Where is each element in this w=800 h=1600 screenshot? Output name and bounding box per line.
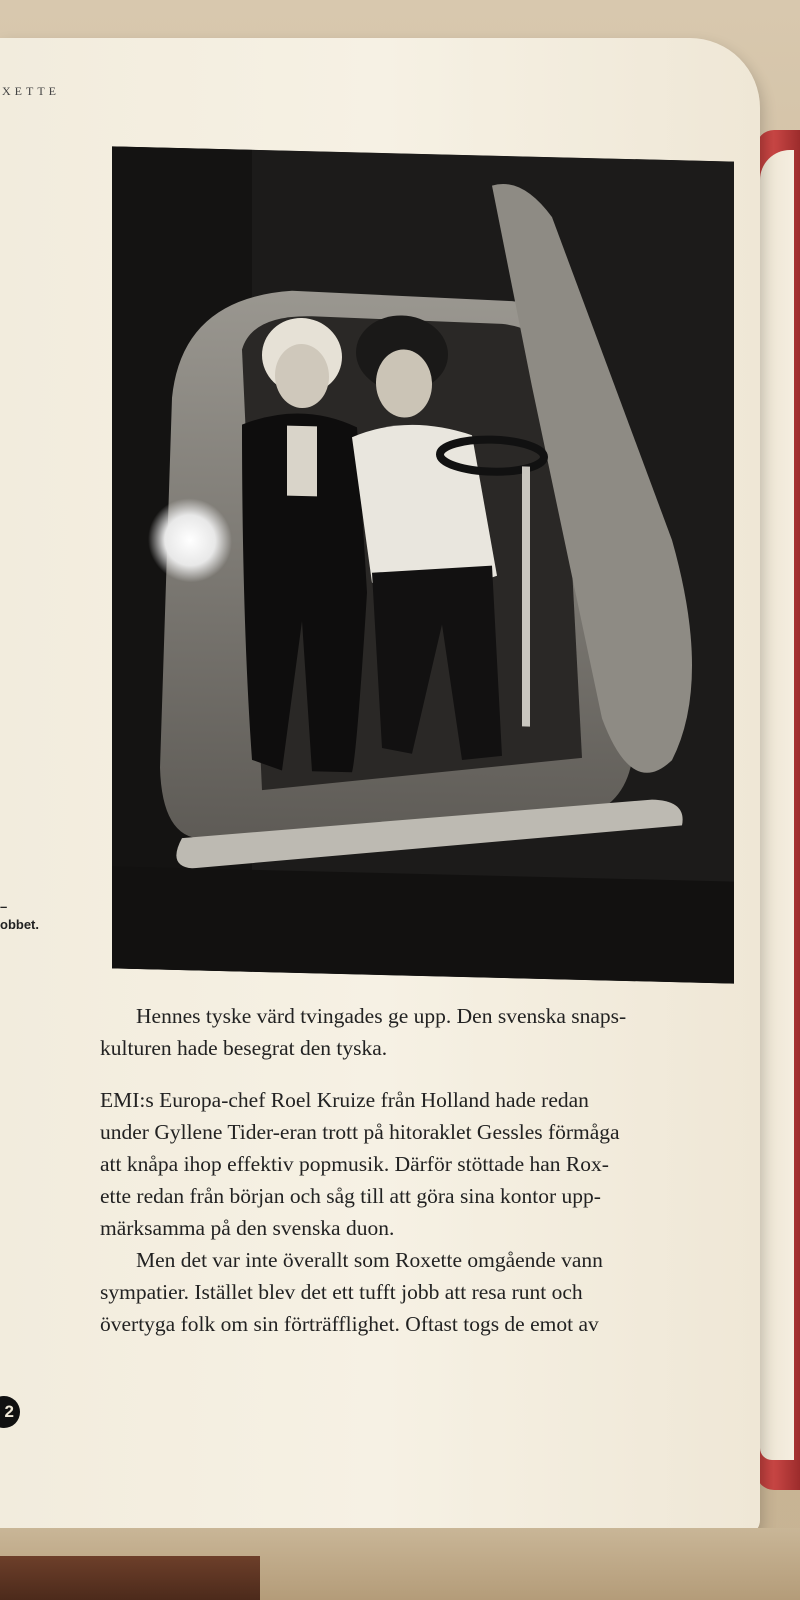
text-line: att knåpa ihop effektiv popmusik. Därför stöttade han Rox-: [100, 1152, 609, 1176]
black-and-white-photo: [112, 146, 734, 983]
paragraph-1: [100, 1000, 732, 1064]
caption-fragment-line: obbet.: [0, 917, 39, 932]
text-line: Hennes tyske värd tvingades ge upp. Den svenska snaps-: [136, 1004, 627, 1028]
text-line: ette redan från början och såg till att göra sina kontor upp-: [100, 1184, 601, 1208]
text-line: övertyga folk om sin förträfflighet. Oftast togs de emot av: [100, 1312, 599, 1336]
photo-illustration: [112, 146, 734, 983]
text-line: märksamma på den svenska duon.: [100, 1216, 395, 1240]
floor-shadow: [0, 1556, 260, 1600]
text-line: sympatier. Istället blev det ett tufft jobb att resa runt och: [100, 1280, 583, 1304]
text-line: EMI:s Europa-chef Roel Kruize från Holland hade redan: [100, 1088, 589, 1112]
facing-page-edge: [760, 150, 794, 1460]
paragraph-2: [100, 1084, 732, 1244]
page-number: 2: [0, 1396, 20, 1428]
text-line: Men det var inte överallt som Roxette omgående vann: [136, 1248, 603, 1272]
caption-fragment: [0, 898, 39, 934]
book-page: [0, 38, 760, 1536]
caption-fragment-line: –: [0, 899, 8, 914]
text-line: kulturen hade besegrat den tyska.: [100, 1036, 388, 1060]
paragraph-3: [100, 1244, 732, 1340]
body-text: [100, 1000, 732, 1340]
running-head: XETTE: [2, 84, 60, 98]
text-line: under Gyllene Tider-eran trott på hitoraklet Gessles förmåga: [100, 1120, 620, 1144]
